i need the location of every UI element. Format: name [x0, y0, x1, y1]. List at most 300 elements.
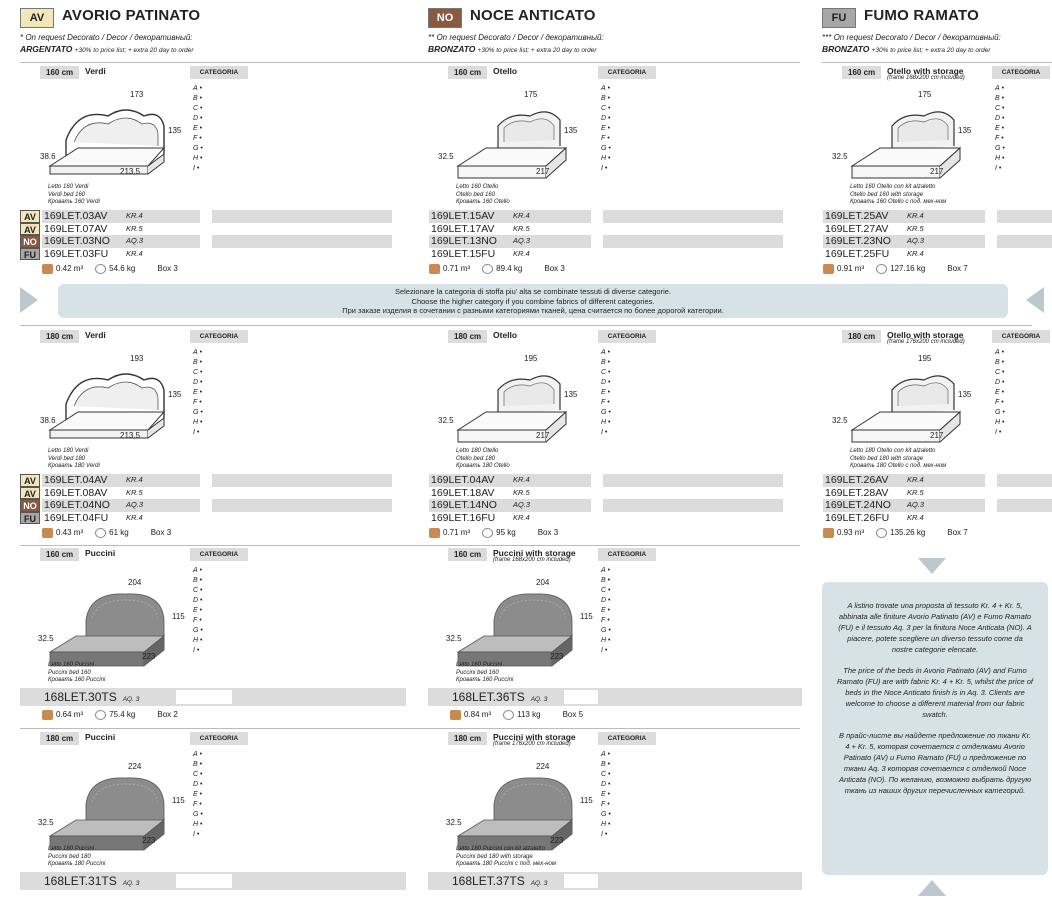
category-item: D • [995, 378, 1015, 388]
box-count: Box 2 [157, 710, 178, 719]
product-code: 169LET.15FU [431, 247, 496, 260]
finish-tag-av: AV [20, 223, 40, 236]
dimension-label: 115 [580, 796, 593, 805]
weight-value: 113 kg [517, 710, 541, 719]
finish-tag-av: AV [20, 487, 40, 500]
model-name-text: Puccini with storage [493, 732, 576, 742]
row-extension-strip [997, 474, 1052, 487]
product-code: 169LET.24NO [825, 499, 891, 511]
category-item: H • [193, 820, 213, 830]
category-item: E • [193, 124, 213, 134]
bed-drawing [850, 96, 970, 186]
category-item: B • [193, 576, 213, 586]
size-badge: 160 cm [40, 66, 79, 79]
category-item: E • [601, 606, 621, 616]
bed-description [48, 184, 100, 207]
category-item: D • [193, 596, 213, 606]
category-item: F • [193, 398, 213, 408]
model-name [493, 732, 576, 747]
category-item: H • [193, 418, 213, 428]
product-code-row[interactable] [429, 499, 591, 512]
finish-tag-av: AV [20, 210, 40, 223]
shipping-info [429, 262, 565, 276]
dimension-label: 135 [958, 126, 972, 135]
product-code-row[interactable] [20, 872, 406, 890]
fabric-code: AQ.3 [907, 236, 925, 245]
price-blank [564, 874, 598, 888]
category-item: A • [601, 750, 621, 760]
category-button[interactable]: CATEGORIA [190, 732, 248, 745]
size-badge: 180 cm [448, 732, 487, 745]
section-divider [20, 545, 800, 546]
fabric-code: AQ. 3 [530, 696, 548, 703]
product-code-rows [823, 474, 985, 524]
row-extension-strip [212, 223, 392, 236]
product-code-row[interactable] [429, 235, 591, 248]
category-button[interactable]: CATEGORIA [598, 732, 656, 745]
category-item: G • [601, 810, 621, 820]
weight-icon [876, 264, 887, 274]
volume-value: 0.43 m³ [56, 528, 84, 537]
category-item: G • [601, 408, 621, 418]
row-extension-strip [997, 235, 1052, 248]
section-divider [20, 728, 800, 729]
product-code-row[interactable] [823, 487, 985, 500]
description-line: Verdi bed 180 [48, 455, 86, 462]
dimension-label: 32.5 [446, 634, 462, 643]
box-count: Box 7 [947, 264, 968, 273]
model-name-text: Otello [493, 66, 518, 76]
product-code-row[interactable] [429, 487, 591, 500]
finish-code-badge: AV [20, 8, 54, 28]
volume-value: 0.64 m³ [56, 710, 84, 719]
description-line: Letto 180 Otello [456, 448, 499, 454]
finish-request-extra: +30% to price list; + extra 20 day to order [74, 47, 194, 54]
bed-drawing [48, 96, 168, 186]
category-button[interactable]: CATEGORIA [190, 330, 248, 343]
row-extension-strip [997, 499, 1052, 512]
product-code-rows [429, 210, 591, 260]
weight-icon [95, 528, 106, 538]
product-code-row[interactable] [42, 499, 200, 512]
size-badge: 160 cm [448, 66, 487, 79]
finish-request-finish: ARGENTATO [20, 44, 73, 54]
model-name [85, 330, 106, 340]
description-line: Кровать 180 Puccini с под. мех-ном [456, 861, 556, 867]
weight-value: 75.4 kg [109, 710, 136, 719]
row-extension-strip [212, 248, 392, 261]
product-code-row[interactable] [429, 474, 591, 487]
category-item: B • [601, 760, 621, 770]
dimension-label: 173 [130, 90, 144, 99]
fabric-code: KR.5 [907, 487, 924, 497]
category-item: F • [601, 398, 621, 408]
category-button[interactable]: CATEGORIA [598, 66, 656, 79]
bed-description [850, 448, 946, 471]
row-extension-strip [997, 248, 1052, 261]
description-line: Letto 160 Puccini [456, 662, 503, 668]
description-line: Otello bed 180 [456, 455, 496, 462]
description-line: Letto 160 Puccini [48, 662, 95, 668]
model-name [887, 330, 965, 345]
product-code-row[interactable] [42, 223, 200, 236]
dimension-label: 32.5 [438, 416, 454, 425]
weight-value: 127.16 kg [890, 264, 926, 273]
product-code-row[interactable] [20, 688, 406, 706]
product-code: 169LET.15AV [431, 210, 495, 222]
product-code: 168LET.36TS [452, 690, 525, 704]
model-name-text: Verdi [85, 66, 106, 76]
category-item: I • [193, 830, 213, 840]
category-item: I • [601, 830, 621, 840]
finish-tags [20, 474, 40, 524]
fabric-code: KR.5 [513, 487, 530, 497]
finish-name: NOCE ANTICATO [470, 7, 596, 24]
puccini-card [20, 548, 260, 708]
weight-icon [876, 528, 887, 538]
category-list [995, 84, 1015, 174]
volume-value: 0.93 m³ [837, 528, 865, 537]
product-code-rows [42, 474, 200, 524]
dimension-label: 135 [168, 126, 182, 135]
product-code-row[interactable] [429, 512, 591, 525]
category-notice [58, 284, 1008, 318]
category-item: I • [995, 164, 1015, 174]
fabric-code: KR.5 [513, 223, 530, 233]
product-code: 169LET.03FU [44, 247, 109, 260]
finish-request-finish: BRONZATO [428, 44, 476, 54]
product-code: 169LET.17AV [431, 222, 495, 235]
product-code-row[interactable] [42, 210, 200, 223]
fabric-code: KR.4 [907, 248, 924, 258]
category-list [601, 566, 621, 656]
category-item: H • [995, 418, 1015, 428]
row-extension-strip [212, 499, 392, 512]
description-line: Letto 180 Puccini [48, 846, 95, 852]
bed-description [48, 846, 105, 869]
category-item: G • [193, 408, 213, 418]
model-name-text: Puccini [85, 732, 116, 742]
finish-request-detail [428, 44, 597, 54]
description-line: Letto 160 Otello [456, 184, 499, 190]
dimension-label: 224 [536, 762, 550, 771]
category-item: H • [193, 154, 213, 164]
category-item: E • [601, 388, 621, 398]
row-extension [997, 210, 1052, 260]
dimension-label: 223 [550, 652, 564, 661]
category-item: B • [601, 94, 621, 104]
product-code-row[interactable] [823, 235, 985, 248]
category-list [601, 84, 621, 174]
product-code-rows [42, 210, 200, 260]
dimension-label: 217 [930, 167, 944, 176]
finish-request-note: ** On request Decorato / Decor / декоративный: [428, 33, 604, 42]
category-item: H • [193, 636, 213, 646]
product-code-row[interactable] [42, 487, 200, 500]
category-item: C • [601, 104, 621, 114]
next-arrow-left-icon[interactable] [20, 287, 38, 313]
category-item: C • [995, 104, 1015, 114]
fabric-code: KR.4 [513, 211, 530, 220]
dimension-label: 217 [536, 167, 550, 176]
bed-drawing [850, 360, 970, 450]
category-item: H • [601, 154, 621, 164]
product-code: 169LET.26AV [825, 474, 889, 486]
shipping-info [42, 708, 178, 722]
dimension-label: 38.6 [40, 416, 56, 425]
fabric-code: KR.4 [126, 248, 143, 258]
category-item: I • [193, 164, 213, 174]
finish-header-fu [822, 6, 1052, 58]
category-list [601, 348, 621, 438]
section-divider [822, 62, 1052, 63]
bed-drawing [456, 360, 576, 450]
section-divider [20, 62, 800, 63]
description-line: Кровать 160 Puccini [456, 677, 514, 683]
product-code-row[interactable] [823, 499, 985, 512]
product-code-row[interactable] [429, 223, 591, 236]
category-item: D • [601, 596, 621, 606]
fabric-code: AQ.3 [907, 500, 925, 509]
category-button[interactable]: CATEGORIA [992, 66, 1050, 79]
category-list [193, 84, 213, 174]
finish-tag-no: NO [20, 499, 40, 512]
product-code-row[interactable] [428, 872, 802, 890]
category-item: G • [995, 408, 1015, 418]
category-item: A • [995, 348, 1015, 358]
finish-request-extra: +30% to price list; + extra 20 day to order [871, 47, 991, 54]
model-frame-note: (frame 176x200 cm included) [887, 339, 965, 345]
weight-icon [95, 710, 106, 720]
row-extension-strip [997, 210, 1052, 223]
description-line: Letto 160 Otello con kit alzaletto [850, 184, 936, 190]
category-item: H • [601, 636, 621, 646]
row-extension-strip [212, 235, 392, 248]
category-item: I • [601, 646, 621, 656]
category-item: F • [601, 800, 621, 810]
description-line: Кровать 180 Otello с под. мех-ном [850, 463, 947, 469]
dimension-label: 204 [128, 578, 142, 587]
size-badge: 160 cm [40, 548, 79, 561]
row-extension-strip [212, 512, 392, 525]
model-name-text: Otello [493, 330, 518, 340]
dimension-label: 193 [130, 354, 144, 363]
info-paragraph: A listino trovate una proposta di tessuto Kr. 4 + Kr. 5, abbinata alle finiture Avorio Patinato (AV) e Fumo Ramato (FU) e il tessuto Aq. 3 per la finitura Noce Anticata (NO). A piacere, potete scegliere un diverso tessuto come da nostre categorie elencate. [838, 601, 1032, 654]
dimension-label: 213.5 [120, 431, 141, 440]
row-extension-strip [997, 487, 1052, 500]
product-code-rows [429, 474, 591, 524]
fabric-code: KR.4 [907, 211, 924, 220]
fabric-info-note [822, 582, 1048, 875]
model-name-text: Otello with storage [887, 66, 964, 76]
category-button[interactable]: CATEGORIA [992, 330, 1050, 343]
model-frame-note: (frame 168x200 cm included) [493, 557, 571, 563]
category-button[interactable]: CATEGORIA [190, 66, 248, 79]
finish-code-badge: FU [822, 8, 856, 28]
finish-tag-fu: FU [20, 248, 40, 261]
finish-request-extra: +30% to price list; + extra 20 day to order [477, 47, 597, 54]
volume-value: 0.71 m³ [443, 528, 471, 537]
description-line: Puccini bed 180 [48, 853, 91, 860]
category-item: A • [193, 348, 213, 358]
model-name [887, 66, 965, 81]
category-item: C • [601, 586, 621, 596]
category-item: G • [601, 626, 621, 636]
puccini-card [428, 732, 668, 892]
price-blank [564, 690, 598, 704]
description-line: Otello bed 160 with storage [850, 191, 924, 198]
row-extension-strip [603, 248, 783, 261]
product-code-row[interactable] [42, 235, 200, 248]
product-code-row[interactable] [823, 248, 985, 261]
product-code-row[interactable] [823, 512, 985, 525]
category-item: I • [193, 428, 213, 438]
model-frame-note: (frame 176x200 cm included) [493, 741, 571, 747]
dimension-label: 195 [524, 354, 538, 363]
weight-value: 89.4 kg [496, 264, 523, 273]
category-item: C • [601, 368, 621, 378]
category-item: E • [193, 388, 213, 398]
category-item: G • [193, 144, 213, 154]
fabric-code: AQ.3 [126, 500, 144, 509]
product-code: 169LET.03AV [44, 210, 108, 222]
dimension-label: 223 [142, 836, 156, 845]
fabric-code: AQ.3 [513, 500, 531, 509]
fabric-code: AQ.3 [513, 236, 531, 245]
model-name-text: Puccini [85, 548, 116, 558]
package-icon [42, 710, 53, 720]
finish-request-detail [20, 44, 194, 54]
product-code: 169LET.16FU [431, 511, 496, 524]
product-code: 169LET.08AV [44, 486, 108, 499]
category-item: F • [995, 398, 1015, 408]
category-item: D • [995, 114, 1015, 124]
category-item: D • [193, 114, 213, 124]
row-extension-strip [997, 223, 1052, 236]
product-code: 169LET.04FU [44, 511, 109, 524]
box-count: Box 5 [562, 710, 584, 719]
fabric-code: KR.4 [513, 475, 530, 484]
package-icon [823, 264, 834, 274]
category-item: F • [601, 616, 621, 626]
dimension-label: 32.5 [832, 152, 848, 161]
dimension-label: 32.5 [832, 416, 848, 425]
product-code-row[interactable] [823, 474, 985, 487]
category-item: C • [995, 368, 1015, 378]
category-item: F • [995, 134, 1015, 144]
notice-line: Choose the higher category if you combine fabrics of different categories. [411, 296, 655, 306]
product-code-row[interactable] [42, 512, 200, 525]
product-code-row[interactable] [429, 210, 591, 223]
fabric-code: KR.4 [513, 248, 530, 258]
category-item: I • [601, 164, 621, 174]
category-item: B • [995, 358, 1015, 368]
fabric-code: AQ. 3 [122, 696, 140, 703]
category-item: A • [193, 750, 213, 760]
product-code: 169LET.27AV [825, 222, 889, 235]
product-code: 169LET.04NO [44, 499, 110, 511]
product-code-row[interactable] [823, 210, 985, 223]
row-extension-strip [212, 210, 392, 223]
finish-name: FUMO RAMATO [864, 7, 979, 24]
weight-icon [482, 264, 493, 274]
category-item: H • [601, 820, 621, 830]
dimension-label: 135 [564, 126, 578, 135]
finish-tag-av: AV [20, 474, 40, 487]
category-list [995, 348, 1015, 438]
description-line: Кровать 160 Verdi [48, 199, 100, 205]
category-item: G • [193, 810, 213, 820]
bed-description [456, 662, 513, 685]
category-item: F • [193, 134, 213, 144]
description-line: Кровать 180 Puccini [48, 861, 106, 867]
fabric-code: KR.5 [126, 487, 143, 497]
dimension-label: 223 [142, 652, 156, 661]
price-blank [176, 874, 232, 888]
category-item: B • [601, 576, 621, 586]
description-line: Letto 180 Puccini con kit alzaletto [456, 846, 546, 852]
product-code: 169LET.25FU [825, 247, 890, 260]
category-button[interactable]: CATEGORIA [598, 548, 656, 561]
category-item: G • [995, 144, 1015, 154]
info-paragraph: В прайс-листе вы найдете предложение по ткани Kr. 4 + Kr. 5, которая сочетается с отделками Avorio Patinato (AV) и Fumo Ramato (FU) и предложение по ткани Aq. 3 которая сочетается с отделкой Noce Anticata (NO). По желанию, возможно выбрать другую ткань из наших других перечисленных категорий. [838, 731, 1032, 795]
shipping-info [823, 526, 968, 540]
category-item: C • [193, 586, 213, 596]
category-item: F • [193, 800, 213, 810]
category-item: E • [601, 124, 621, 134]
down-arrow-icon[interactable] [918, 558, 946, 574]
finish-code-badge: NO [428, 8, 462, 28]
model-name-text: Puccini with storage [493, 548, 576, 558]
row-extension [603, 210, 783, 260]
notice-line: При заказе изделия в сочетании с разными категориями тканей, цена считается по более дорогой категории. [342, 306, 724, 315]
size-badge: 160 cm [448, 548, 487, 561]
category-button[interactable]: CATEGORIA [598, 330, 656, 343]
volume-value: 0.42 m³ [56, 264, 84, 273]
description-line: Otello bed 180 with storage [850, 455, 924, 462]
category-item: A • [601, 348, 621, 358]
bed-drawing [48, 360, 168, 450]
box-count: Box 7 [947, 528, 968, 537]
category-item: H • [995, 154, 1015, 164]
weight-value: 135.26 kg [890, 528, 926, 537]
product-code-row[interactable] [823, 223, 985, 236]
category-item: I • [193, 646, 213, 656]
row-extension-strip [603, 235, 783, 248]
volume-value: 0.71 m³ [443, 264, 471, 273]
category-item: F • [193, 616, 213, 626]
row-extension [997, 474, 1052, 524]
box-count: Box 3 [150, 528, 172, 537]
product-code-row[interactable] [429, 248, 591, 261]
category-list [193, 750, 213, 840]
product-code-row[interactable] [42, 474, 200, 487]
section-divider [20, 325, 1032, 326]
dimension-label: 135 [168, 390, 182, 399]
up-arrow-icon[interactable] [918, 880, 946, 896]
bed-description [850, 184, 946, 207]
fabric-code: KR.4 [126, 211, 143, 220]
product-code-row[interactable] [428, 688, 802, 706]
category-button[interactable]: CATEGORIA [190, 548, 248, 561]
finish-header-no [428, 6, 758, 58]
dimension-label: 224 [128, 762, 142, 771]
bed-description [456, 846, 556, 869]
prev-arrow-right-icon[interactable] [1026, 287, 1044, 313]
product-code-row[interactable] [42, 248, 200, 261]
description-line: Verdi bed 160 [48, 191, 86, 198]
weight-icon [95, 264, 106, 274]
